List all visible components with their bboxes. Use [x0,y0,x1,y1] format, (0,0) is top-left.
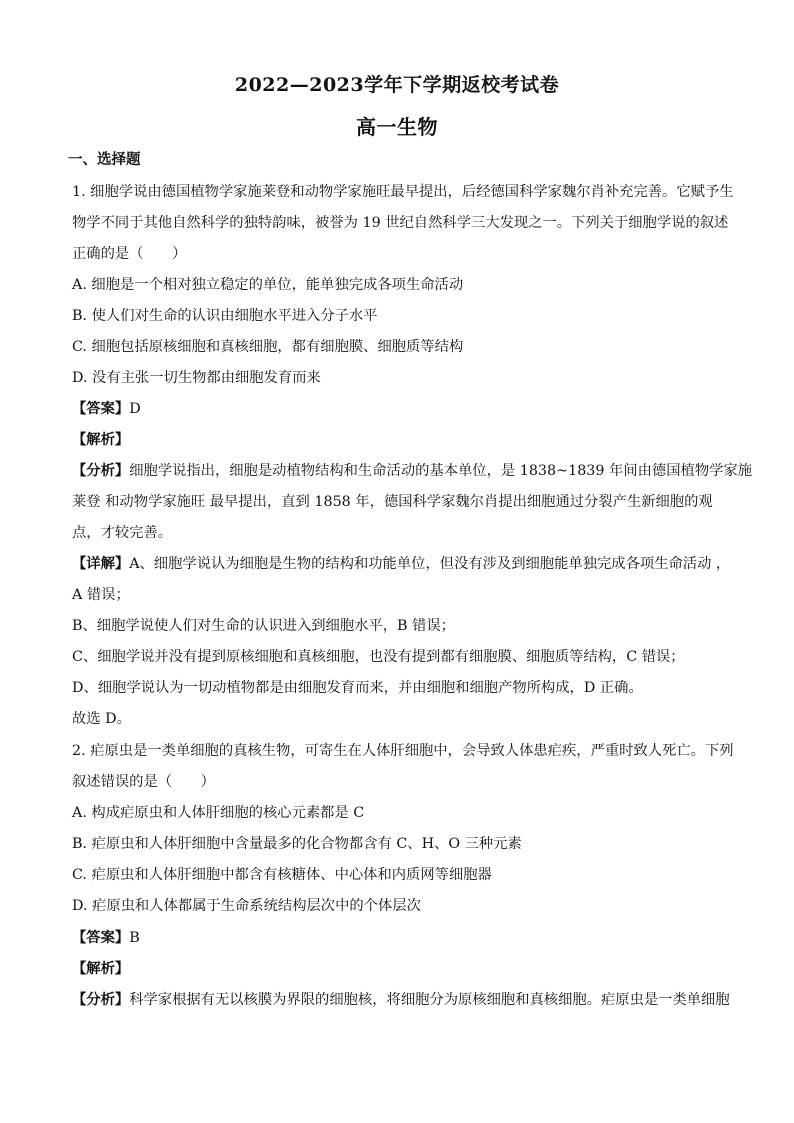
question-stem-line: 1. 细胞学说由德国植物学家施莱登和动物学家施旺最早提出，后经德国科学家魏尔肖补充完善。它赋予生 [72,184,734,200]
answer-label: 【答案】 [72,401,130,417]
option-b: B. 疟原虫和人体肝细胞中含量最多的化合物都含有 C、H、O 三种元素 [72,836,522,852]
question-stem-line: 正确的是（ ） [72,246,187,262]
xiangjie-text: C、细胞学说并没有提到原核细胞和真核细胞，也没有提到都有细胞膜、细胞质等结构，C 错误； [72,649,685,665]
detail-line [72,554,730,574]
answer-line [72,399,141,419]
fenxi-label: 【分析】 [72,992,130,1008]
question-stem-line: 叙述错误的是（ ） [72,774,215,790]
fenxi-text: 细胞学说指出，细胞是动植物结构和生命活动的基本单位，是 1838~1839 年间由德国植物学家施 [129,463,753,479]
option-d: D. 没有主张一切生物都由细胞发育而来 [72,370,321,386]
option-c: C. 疟原虫和人体肝细胞中都含有核糖体、中心体和内质网等细胞器 [72,867,492,883]
option-a: A. 细胞是一个相对独立稳定的单位，能单独完成各项生命活动 [72,277,464,293]
answer-label: 【答案】 [72,930,130,946]
section-heading: 一、选择题 [68,151,141,168]
exam-title: 2022—2023学年下学期返校考试卷 [234,74,560,96]
answer-value: B [129,930,140,946]
analysis-line [72,461,752,481]
xiangjie-text: A、细胞学说认为细胞是生物的结构和功能单位，但没有涉及到细胞能单独完成各项生命活动 ， [129,556,731,572]
xiangjie-text: A 错误； [72,587,130,603]
answer-line [72,928,140,948]
fenxi-text: 科学家根据有无以核膜为界限的细胞核，将细胞分为原核细胞和真核细胞。疟原虫是一类单细胞 [129,992,730,1008]
analysis-label: 【解析】 [72,432,130,448]
xiangjie-text: 故选 D。 [72,711,131,727]
analysis-line [72,990,730,1010]
fenxi-text: 莱登 和动物学家施旺 最早提出，直到 1858 年，德国科学家魏尔肖提出细胞通过分裂产生新细胞的观 [72,494,713,510]
answer-value: D [129,401,141,417]
xiangjie-label: 【详解】 [72,556,130,572]
fenxi-text: 点，才较完善。 [72,525,173,541]
question-stem-line: 物学不同于其他自然科学的独特韵味，被誉为 19 世纪自然科学三大发现之一。下列关于细胞学说的叙述 [72,215,729,231]
option-a: A. 构成疟原虫和人体肝细胞的核心元素都是 C [72,805,365,821]
option-b: B. 使人们对生命的认识由细胞水平进入分子水平 [72,308,378,324]
exam-subject: 高一生物 [356,115,438,139]
question-stem-line: 2. 疟原虫是一类单细胞的真核生物，可寄生在人体肝细胞中，会导致人体患疟疾，严重时致人死亡。下列 [72,743,734,759]
xiangjie-text: B、细胞学说使人们对生命的认识进入到细胞水平，B 错误； [72,618,455,634]
fenxi-label: 【分析】 [72,463,130,479]
analysis-label: 【解析】 [72,961,130,977]
xiangjie-text: D、细胞学说认为一切动植物都是由细胞发育而来，并由细胞和细胞产物所构成，D 正确。 [72,680,643,696]
option-d: D. 疟原虫和人体都属于生命系统结构层次中的个体层次 [72,898,421,914]
option-c: C. 细胞包括原核细胞和真核细胞，都有细胞膜、细胞质等结构 [72,339,464,355]
